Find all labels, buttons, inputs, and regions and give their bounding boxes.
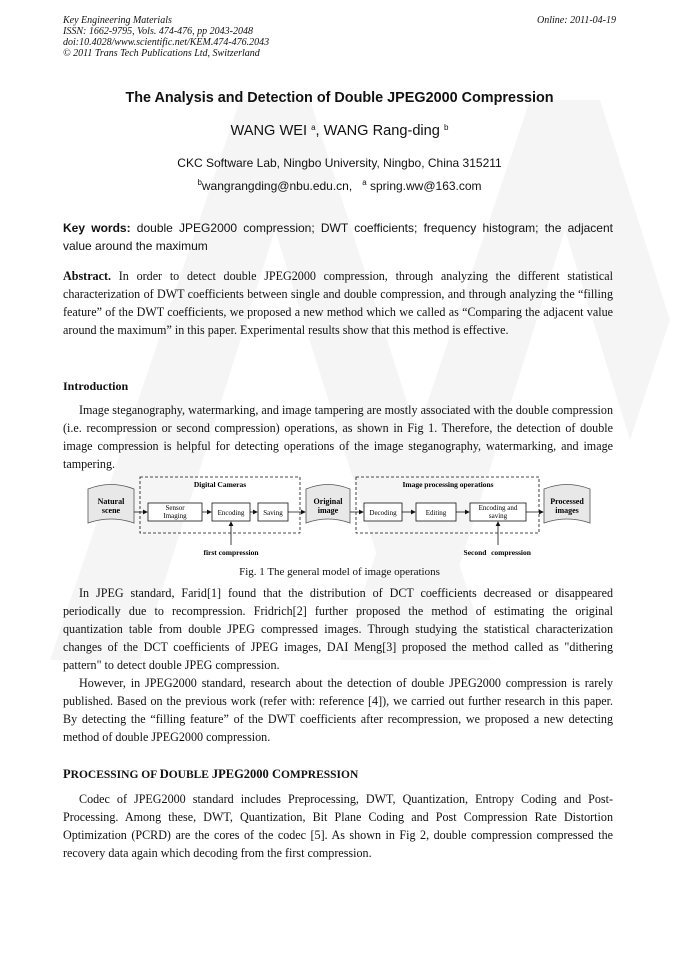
copyright-line: © 2011 Trans Tech Publications Ltd, Switzerland bbox=[63, 48, 260, 59]
author-2-marker: b bbox=[443, 123, 449, 132]
svg-text:Editing: Editing bbox=[425, 509, 447, 517]
processed-line-1: Processed bbox=[550, 497, 584, 506]
original-image-node bbox=[306, 485, 350, 524]
email-a-marker: a bbox=[362, 178, 367, 187]
processed-line-2: images bbox=[555, 506, 579, 515]
doi-line: doi:10.4028/www.scientific.net/KEM.474-476.2043 bbox=[63, 37, 270, 48]
processing-heading: PROCESSING OF DOUBLE JPEG2000 COMPRESSION bbox=[63, 767, 359, 781]
issn-line: ISSN: 1662-9795, Vols. 474-476, pp 2043-2048 bbox=[63, 26, 253, 37]
figure-1-diagram bbox=[86, 475, 596, 565]
sensor-line-1: Sensor bbox=[165, 504, 185, 512]
intro-paragraph-2: In JPEG standard, Farid[1] found that the distribution of DCT coefficients decreased or disappeared periodically due to recompression. Fridrich[2] further proposed the method of estimating the original quantization table from double JPEG compressed images. Through studying the statistical characterization changes of the DCT coefficients of JPEG images, DAI Meng[3] proposed the method called as "dithering pattern" to detect double JPEG compression. bbox=[63, 586, 613, 672]
intro-paragraph-3: However, in JPEG2000 standard, research about the detection of double JPEG2000 compression is rarely published. Based on the previous work (refer with: reference [4]), we carried out further research in this paper. By detecting the “filling feature” of the DWT coefficients after recompression, we proposed a new detecting method of double JPEG2000 compression. bbox=[63, 676, 613, 744]
original-line-1: Original bbox=[313, 497, 343, 506]
author-separator: , bbox=[315, 123, 324, 139]
introduction-heading: Introduction bbox=[63, 379, 129, 393]
image-processing-label: Image processing operations bbox=[402, 480, 494, 489]
email-a: spring.ww@163.com bbox=[370, 179, 482, 193]
svg-text:Encoding: Encoding bbox=[217, 509, 245, 517]
first-compression-label: first compression bbox=[203, 548, 259, 557]
digital-cameras-label: Digital Cameras bbox=[193, 480, 247, 489]
keywords-label: Key words: bbox=[63, 221, 131, 235]
author-line bbox=[63, 123, 616, 139]
natural-scene-line-1: Natural bbox=[97, 497, 125, 506]
natural-scene-node bbox=[88, 485, 134, 524]
enc-saving-line-1: Encoding and bbox=[478, 504, 518, 512]
saving-node bbox=[258, 503, 288, 521]
svg-text:Saving: Saving bbox=[263, 509, 283, 517]
online-date: Online: 2011-04-19 bbox=[537, 15, 616, 26]
encoding-saving-node bbox=[470, 503, 526, 521]
author-1-marker: a bbox=[311, 123, 316, 132]
intro-paragraph-1: Image steganography, watermarking, and image tampering are mostly associated with the double compression (i.e. recompression or second compression) operations, as shown in Fig 1. Therefore, the detection of double image compression is helpful for detecting operations of the image steganography, watermarking, and image tampering. bbox=[63, 403, 613, 471]
affiliation: CKC Software Lab, Ningbo University, Ningbo, China 315211 bbox=[177, 156, 502, 170]
journal-header bbox=[63, 15, 616, 59]
second-compression-label-a: Second bbox=[463, 548, 487, 557]
abstract-text: In order to detect double JPEG2000 compression, through analyzing the different statistical characterization of DWT coefficients between single and double compression, and through analyzing the “filling feature” of the DWT coefficients, we proposed a new method which we called as “Comparing the adjacent value around the maximum” in this paper. Experimental results show that this method is effective. bbox=[63, 269, 613, 337]
processing-paragraph-1: Codec of JPEG2000 standard includes Preprocessing, DWT, Quantization, Entropy Coding and Post-Processing. Among these, DWT, Quantization, Bit Plane Coding and Post Compression Rate Distortion Optimization (PCRD) are the cores of the codec [5]. As shown in Fig 2, double compression compressed the recovery data again which decoding from the first compression. bbox=[63, 792, 613, 860]
second-compression-label-b: compression bbox=[491, 548, 531, 557]
sensor-imaging-node bbox=[148, 503, 202, 521]
editing-node bbox=[416, 503, 456, 521]
paper-title: The Analysis and Detection of Double JPEG2000 Compression bbox=[125, 90, 554, 106]
author-1: WANG WEI bbox=[230, 123, 308, 139]
email-b-marker: b bbox=[197, 178, 202, 187]
enc-saving-line-2: saving bbox=[488, 512, 508, 520]
original-line-2: image bbox=[317, 506, 339, 515]
processed-images-node bbox=[544, 485, 590, 524]
keywords-text: double JPEG2000 compression; DWT coefficients; frequency histogram; the adjacent value around the maximum bbox=[63, 221, 613, 253]
author-2: WANG Rang-ding bbox=[323, 123, 440, 139]
figure-1-caption: Fig. 1 The general model of image operations bbox=[239, 566, 440, 578]
email-line bbox=[63, 178, 616, 193]
journal-name: Key Engineering Materials bbox=[63, 15, 172, 26]
email-b: wangrangding@nbu.edu.cn, bbox=[201, 179, 353, 193]
encoding-node bbox=[212, 503, 250, 521]
svg-text:Decoding: Decoding bbox=[369, 509, 397, 517]
abstract-label: Abstract. bbox=[63, 269, 112, 283]
natural-scene-line-2: scene bbox=[101, 506, 121, 515]
keywords bbox=[63, 219, 613, 255]
decoding-node bbox=[364, 503, 402, 521]
sensor-line-2: Imaging bbox=[163, 512, 187, 520]
abstract bbox=[63, 267, 613, 339]
